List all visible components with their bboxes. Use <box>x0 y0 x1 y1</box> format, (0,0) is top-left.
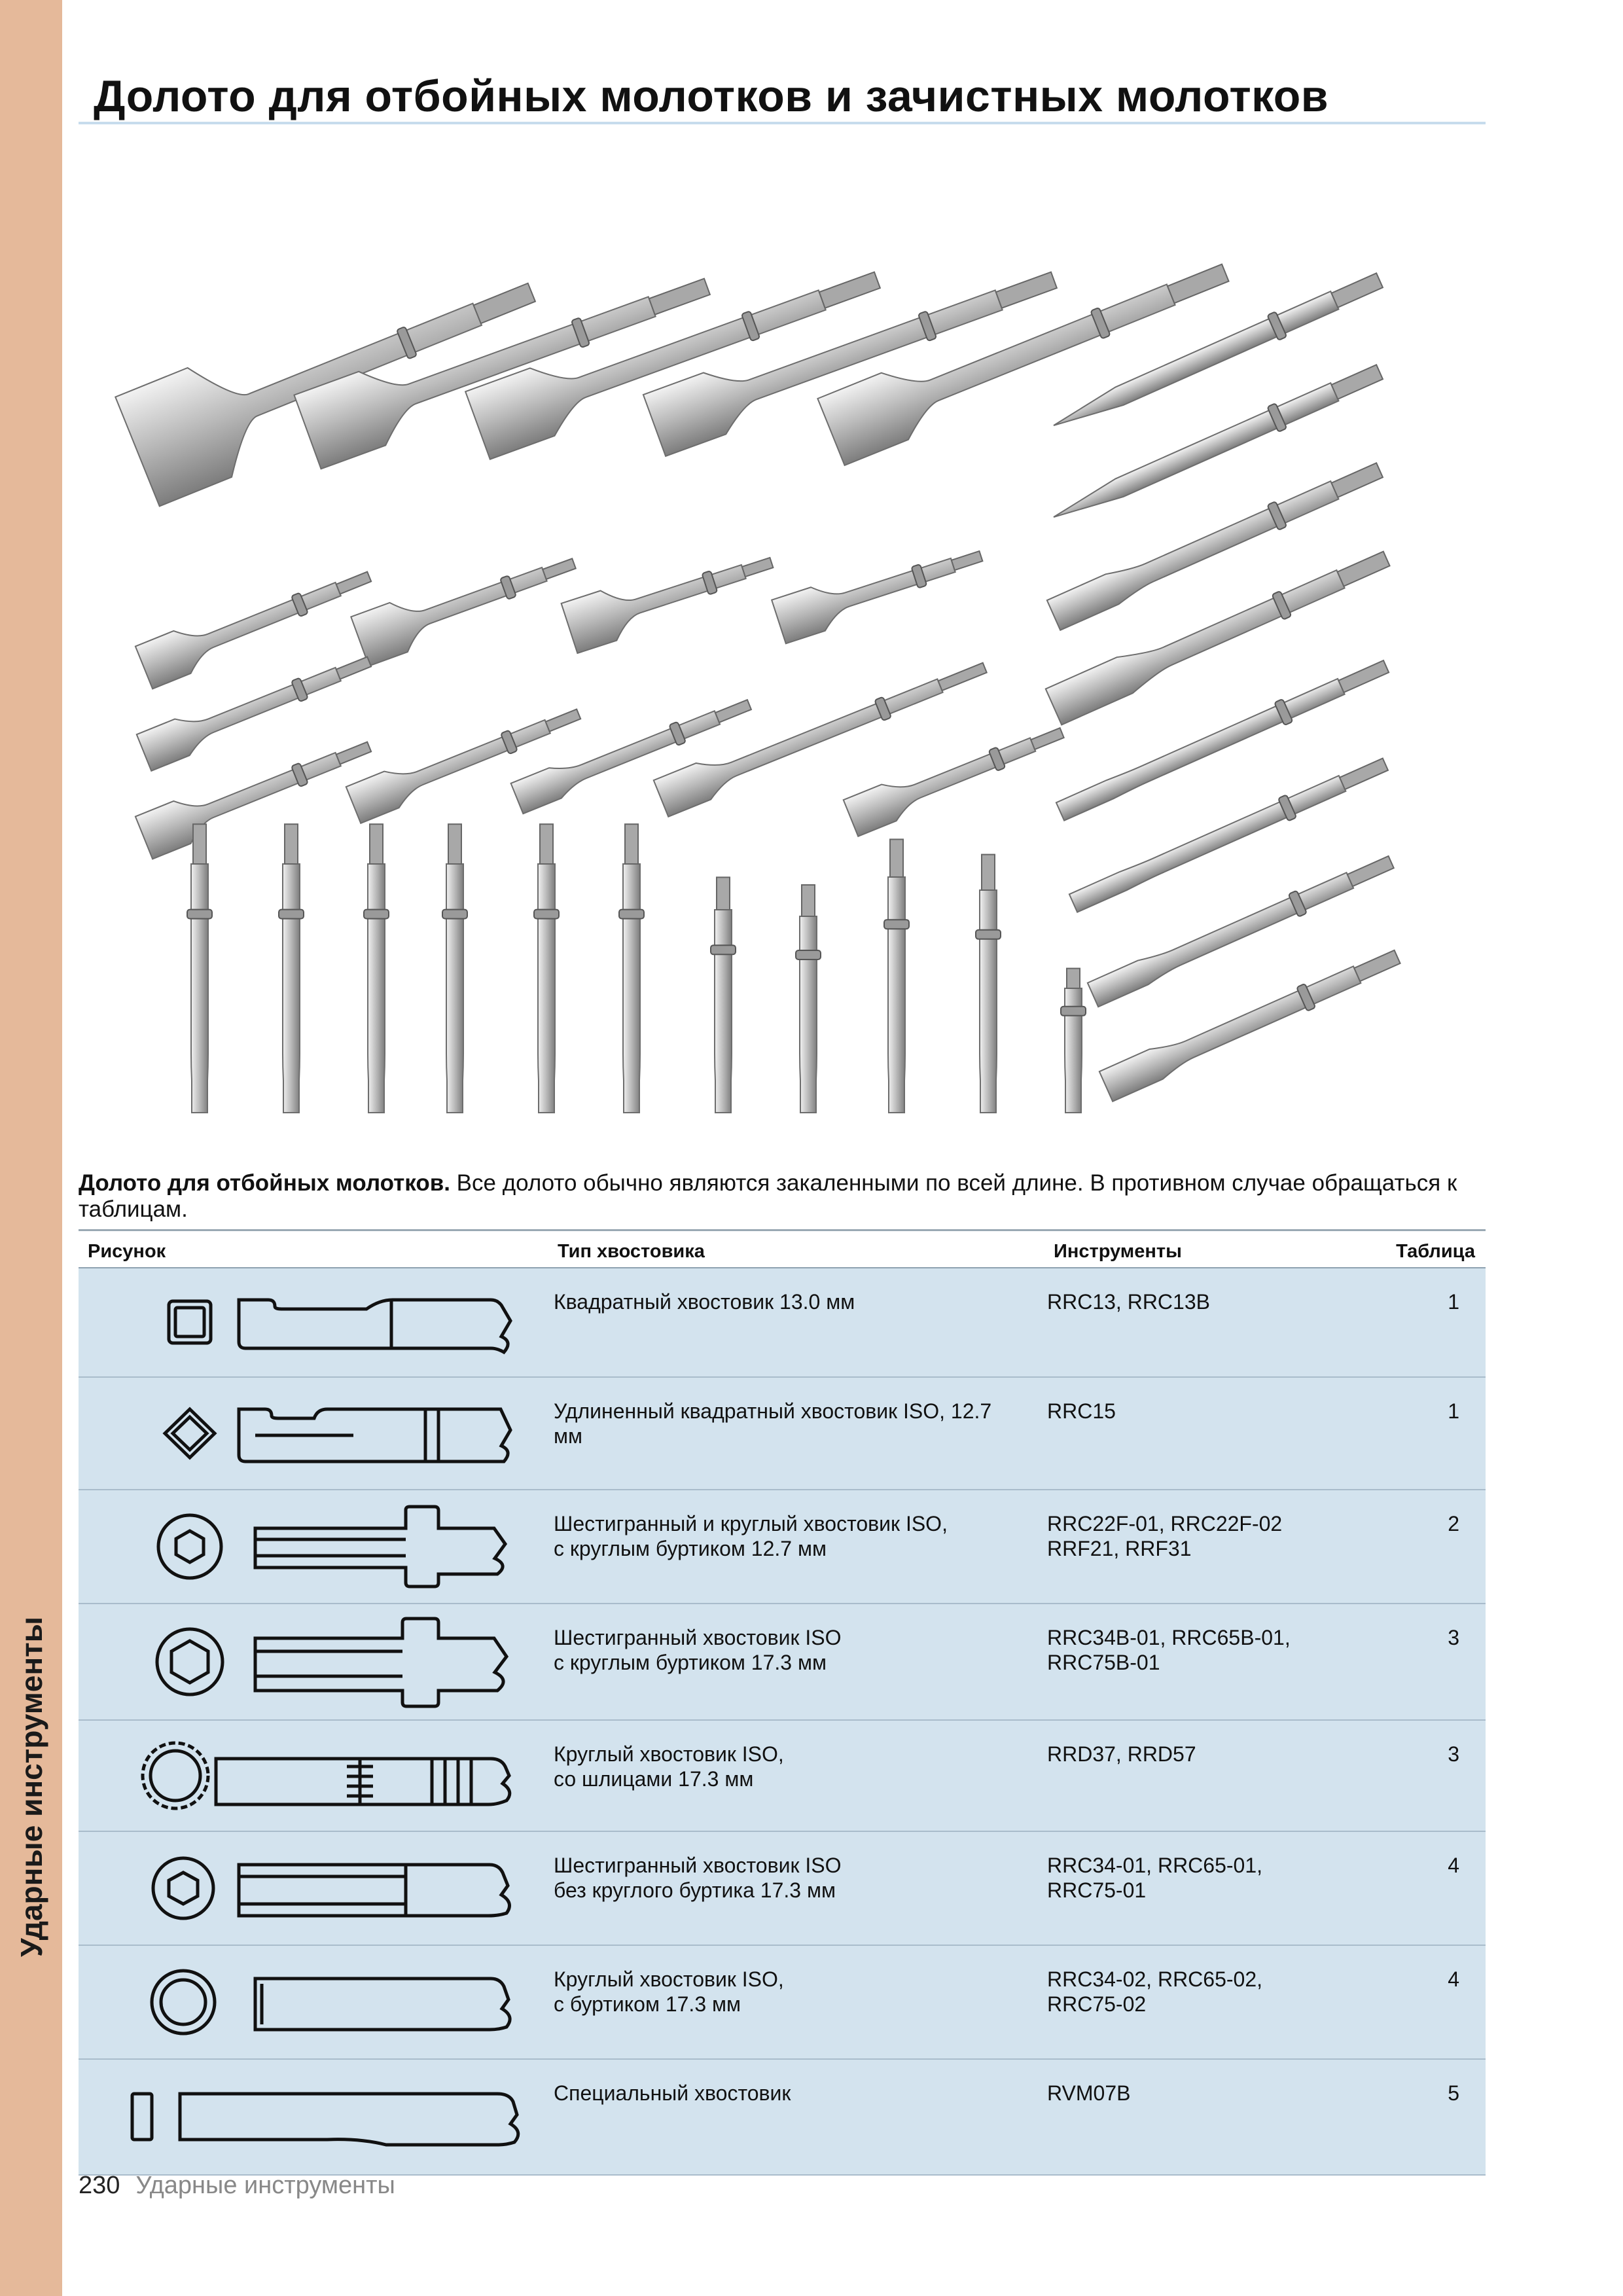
chisel-item <box>976 855 1001 1113</box>
side-section-label-text: Ударные инструменты <box>14 1617 48 1957</box>
intro-bold: Долото для отбойных молотков. <box>79 1170 450 1196</box>
table-number: 4 <box>1448 1854 1459 1877</box>
shank-type: Удлиненный квадратный хвостовик ISO, 12.7 мм <box>554 1399 992 1448</box>
splined-round-shank-drawing <box>118 1721 550 1831</box>
extended-square-shank-drawing <box>118 1378 550 1489</box>
tools: RRC34-01, RRC65-01, RRC75-01 <box>1047 1854 1263 1902</box>
intro-paragraph <box>79 1170 1486 1223</box>
shank-type: Шестигранный хвостовик ISO без круглого буртика 17.3 мм <box>554 1854 842 1902</box>
chisel-item <box>654 649 992 817</box>
page-number: 230 <box>79 2172 120 2199</box>
table-row <box>79 1721 1486 1832</box>
chisel-item <box>884 839 909 1113</box>
square-shank-drawing <box>118 1268 550 1376</box>
tools: RRC34B-01, RRC65B-01, RRC75B-01 <box>1047 1626 1291 1674</box>
chisel-item <box>562 538 780 653</box>
round-collar-shank-drawing <box>118 1946 550 2058</box>
chisel-item <box>279 824 304 1113</box>
tools: RRC13, RRC13B <box>1047 1290 1210 1314</box>
shank-type: Круглый хвостовик ISO, со шлицами 17.3 мм <box>554 1742 784 1791</box>
tools: RRC15 <box>1047 1399 1116 1423</box>
intro-text: Все долото обычно являются закаленными по всей длине. В противном случае обращаться к таблицам. <box>79 1170 1457 1222</box>
hex-no-collar-drawing <box>118 1832 550 1945</box>
page-title: Долото для отбойных молотков и зачистных молотков <box>94 71 1329 121</box>
chisel-item <box>534 824 559 1113</box>
table-number: 4 <box>1448 1967 1459 1991</box>
chisel-product-photo <box>111 236 1505 1152</box>
table-row <box>79 1490 1486 1604</box>
chisel-item <box>442 824 467 1113</box>
special-shank-drawing <box>118 2060 550 2174</box>
chisel-item <box>1061 969 1086 1113</box>
shank-type: Специальный хвостовик <box>554 2081 791 2105</box>
chisel-item <box>844 715 1069 836</box>
table-row <box>79 1832 1486 1946</box>
table-number: 3 <box>1448 1626 1459 1649</box>
table-row <box>79 1378 1486 1490</box>
footer-section: Ударные инструменты <box>135 2172 395 2199</box>
shank-type: Шестигранный и круглый хвостовик ISO, с круглым буртиком 12.7 мм <box>554 1512 948 1560</box>
table-row <box>79 2060 1486 2176</box>
shank-type: Шестигранный хвостовик ISO с круглым буртиком 17.3 мм <box>554 1626 842 1674</box>
table-row <box>79 1604 1486 1721</box>
chisel-item <box>796 885 821 1113</box>
table-number: 1 <box>1448 1290 1459 1314</box>
tools: RRD37, RRD57 <box>1047 1742 1196 1766</box>
header-picture: Рисунок <box>88 1241 166 1262</box>
chisel-item <box>364 824 389 1113</box>
chisel-item <box>351 539 582 666</box>
hex-collar-17-drawing <box>118 1604 550 1719</box>
tools: RRC22F-01, RRC22F-02 RRF21, RRF31 <box>1047 1512 1283 1560</box>
tools: RVM07B <box>1047 2081 1131 2105</box>
table-number: 1 <box>1448 1399 1459 1423</box>
chisel-item <box>346 696 586 823</box>
shank-type: Круглый хвостовик ISO, с буртиком 17.3 мм <box>554 1967 784 2016</box>
table-number: 3 <box>1448 1742 1459 1766</box>
shank-table <box>79 1229 1486 2176</box>
shank-type: Квадратный хвостовик 13.0 мм <box>554 1290 855 1314</box>
table-row <box>79 1268 1486 1378</box>
header-shank: Тип хвостовика <box>558 1241 705 1262</box>
table-number: 2 <box>1448 1512 1459 1535</box>
chisel-item <box>1046 541 1395 725</box>
page-footer <box>79 2172 395 2200</box>
chisel-item <box>772 534 988 643</box>
header-table: Таблица <box>1396 1241 1475 1262</box>
chisel-item <box>1048 268 1385 438</box>
side-section-label <box>0 1427 62 2147</box>
chisel-item <box>187 824 212 1113</box>
tools: RRC34-02, RRC65-02, RRC75-02 <box>1047 1967 1263 2016</box>
table-header <box>79 1229 1486 1268</box>
chisel-item <box>1048 359 1385 529</box>
title-rule <box>79 122 1486 124</box>
chisel-item <box>1047 455 1386 630</box>
chisel-item <box>619 824 644 1113</box>
hex-round-collar-12-drawing <box>118 1490 550 1603</box>
chisel-item <box>511 689 756 814</box>
header-tools: Инструменты <box>1054 1241 1182 1262</box>
table-number: 5 <box>1448 2081 1459 2105</box>
chisel-item <box>711 877 736 1113</box>
table-row <box>79 1946 1486 2060</box>
